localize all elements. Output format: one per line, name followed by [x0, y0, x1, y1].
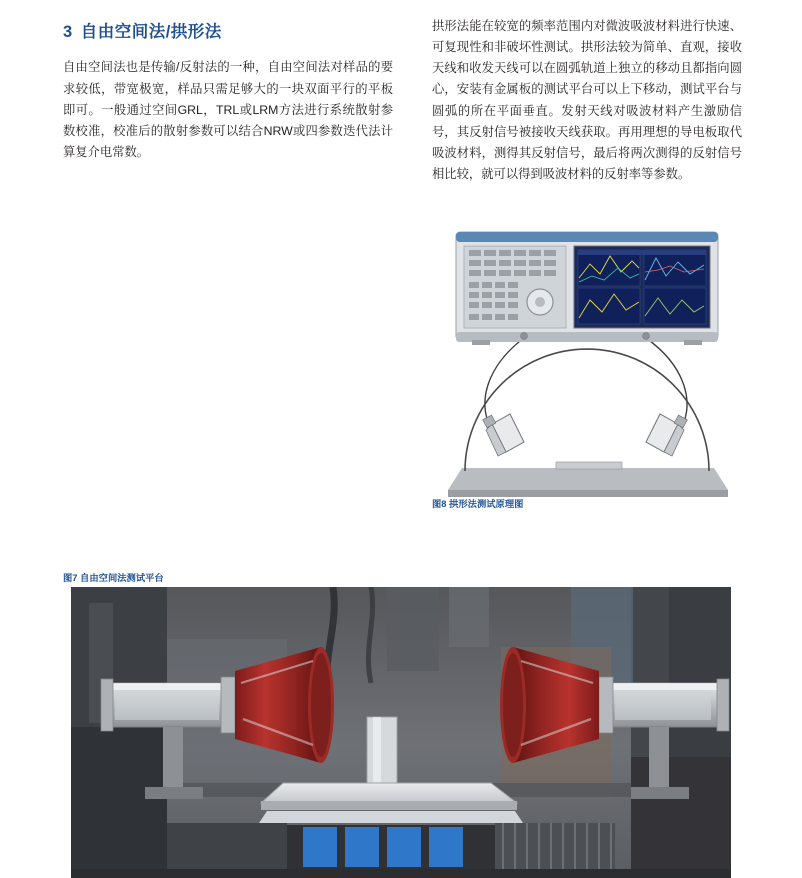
ground-platform [448, 462, 728, 497]
vector-network-analyzer [456, 232, 718, 345]
left-column-paragraph: 自由空间法也是传输/反射法的一种，自由空间法对样品的要求较低，带宽极宽，样品只需足够大的一块双面平行的平板即可。一般通过空间GRL，TRL或LRM方法进行系统散射参数校准，校准后的散射参数可以结合NRW或四参数迭代法计算复介电常数。 [63, 60, 393, 159]
figure-8-image [432, 228, 742, 508]
left-column [63, 22, 393, 163]
page-title [63, 22, 393, 43]
vna-control-panel [464, 246, 566, 328]
figure-7-image [71, 587, 731, 878]
receive-antenna [646, 414, 687, 456]
section-number: 3 [63, 23, 73, 41]
right-column [432, 16, 742, 185]
section-title: 自由空间法/拱形法 [80, 23, 222, 41]
right-column-paragraph: 拱形法能在较宽的频率范围内对微波吸波材料进行快速、可复现性和非破坏性测试。拱形法较为简单、直观，接收天线和收发天线可以在圆弧轨道上独立的移动且都指向圆心，安装有金属板的测试平台可以上下移动，测试平台与圆弧的所在平面垂直。发射天线对吸波材料产生激励信号，其反射信号被接收天线获取。再用理想的导电板取代吸波材料，测得其反射信号，最后将两次测得的反射信号相比较，就可以得到吸波材料的反射率等参数。 [432, 19, 742, 181]
figure-7-caption: 图7 自由空间法测试平台 [63, 573, 164, 583]
transmit-antenna [483, 414, 524, 456]
figure-8-caption: 图8 拱形法测试原理图 [432, 499, 524, 509]
